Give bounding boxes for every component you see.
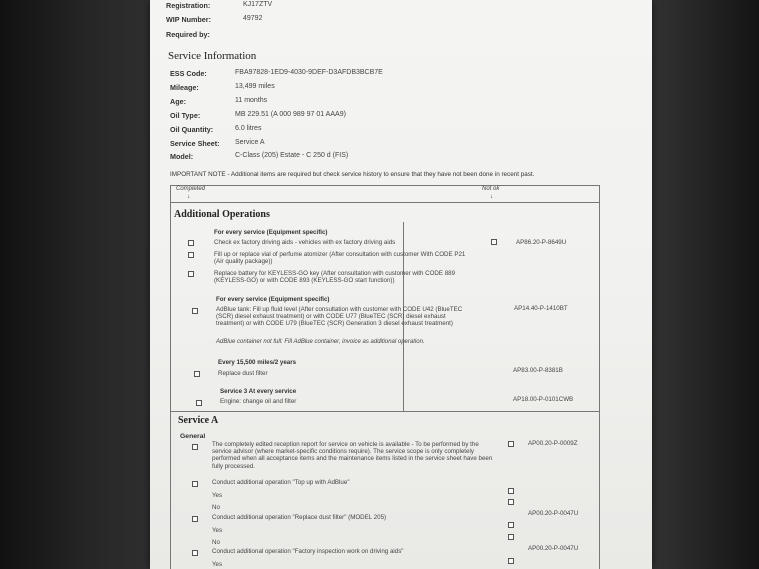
field-value: MB 229.51 (A 000 989 97 01 AAA9) [235, 111, 346, 118]
table-left-border [170, 185, 171, 569]
registration-value: KJ17ZTV [243, 1, 273, 8]
checkbox[interactable] [508, 488, 514, 494]
checkbox[interactable] [508, 558, 514, 564]
field-value: 11 months [235, 97, 268, 104]
checkbox[interactable] [508, 441, 514, 447]
group-title: Every 15,500 miles/2 years [218, 359, 297, 366]
checkbox[interactable] [508, 522, 514, 528]
checkbox[interactable] [188, 240, 194, 246]
table-header-divider [170, 202, 600, 203]
checkbox[interactable] [491, 239, 497, 245]
group-title: For every service (Equipment specific) [216, 296, 330, 303]
operation-code: AP86.20-P-8649U [516, 239, 567, 246]
group-title: For every service (Equipment specific) [214, 229, 328, 236]
answer-yes: Yes [212, 492, 223, 499]
section-divider [170, 411, 600, 412]
checkbox[interactable] [192, 308, 198, 314]
field-label: ESS Code: [170, 69, 207, 78]
background-left [0, 0, 150, 569]
service-information-title: Service Information [168, 50, 257, 62]
additional-operations-title: Additional Operations [174, 209, 270, 220]
operation-code: AP00.20-P-0009Z [528, 440, 578, 447]
operation-code: AP14.40-P-1410BT [514, 305, 568, 312]
answer-no: No [212, 539, 220, 546]
field-label: Model: [170, 152, 194, 161]
checkbox[interactable] [192, 550, 198, 556]
operation-code: AP83.00-P-8381B [513, 367, 563, 374]
operation-code: AP00.20-P-0047U [528, 545, 579, 552]
wip-value: 49792 [243, 15, 263, 22]
field-label: Oil Type: [170, 111, 201, 120]
service-sheet-document [150, 0, 652, 569]
general-subtitle: General [180, 433, 206, 440]
operation-text: Fill up or replace vial of perfume atomizer (After consultation with customer With CODE P21 (Air quality package)) [214, 251, 466, 266]
operation-note: AdBlue container not full: Fill AdBlue container, invoice as additional operation. [216, 339, 425, 345]
operation-text: Conduct additional operation "Replace dust filter" (MODEL 205) [212, 514, 387, 521]
answer-yes: Yes [212, 561, 223, 568]
checkbox[interactable] [192, 444, 198, 450]
field-value: 13,499 miles [235, 83, 275, 90]
completed-header: Completed [176, 186, 206, 192]
required-by-label: Required by: [166, 30, 210, 39]
field-label: Oil Quantity: [170, 125, 214, 134]
operation-text: Check ex factory driving aids - vehicles with ex factory driving aids [214, 239, 396, 246]
operation-text: Replace dust filter [218, 370, 268, 377]
field-label: Service Sheet: [170, 139, 220, 148]
answer-yes: Yes [212, 527, 223, 534]
registration-label: Registration: [166, 1, 211, 10]
answer-no: No [212, 504, 220, 511]
important-note: IMPORTANT NOTE - Additional items are required but check service history to ensure that they have not been done in recent past. [170, 171, 535, 178]
not-ok-header: Not ok [482, 186, 500, 192]
down-arrow-icon: ↓ [490, 194, 493, 200]
operation-text: Conduct additional operation "Top up with AdBlue" [212, 479, 350, 486]
field-value: 6.0 litres [235, 125, 262, 132]
checkbox[interactable] [508, 499, 514, 505]
checkbox[interactable] [188, 252, 194, 258]
checkbox[interactable] [188, 271, 194, 277]
field-label: Mileage: [170, 83, 199, 92]
checkbox[interactable] [508, 534, 514, 540]
background-right [649, 0, 759, 569]
down-arrow-icon: ↓ [187, 194, 190, 200]
checkbox[interactable] [196, 400, 202, 406]
service-a-title: Service A [178, 415, 219, 426]
operation-code: AP18.00-P-0101CWB [513, 396, 574, 403]
operation-text: Replace battery for KEYLESS-GO key (After consultation with customer with CODE 889 (KEYLESS-GO) or with CODE 893 (KEYLESS-GO start function)) [214, 270, 456, 285]
operation-code: AP00.20-P-0047U [528, 510, 579, 517]
wip-label: WIP Number: [166, 15, 211, 24]
operation-text: Engine: change oil and filter [220, 398, 297, 405]
operation-text: AdBlue tank: Fill up fluid level (After consultation with customer with CODE U42 (BlueTEC (SCR) diesel exhaust treatment) or with CODE U77 (BlueTEC (SCR) diesel exhaust treatment) or with CODE U79 (BlueTEC (SCR) Generation 3 diesel exhaust treatment) [216, 306, 463, 328]
checkbox[interactable] [192, 516, 198, 522]
checkbox[interactable] [192, 481, 198, 487]
table-top-border [170, 185, 600, 186]
field-value: Service A [235, 139, 265, 146]
checkbox[interactable] [194, 371, 200, 377]
field-value: C-Class (205) Estate - C 250 d (FIS) [235, 152, 349, 159]
operation-text: The completely edited reception report for service on vehicle is available - To be performed by the service advisor (where market-specific conditions require). The service scope is only completely performed when all acceptance items and the maintenance items listed in the service sheet have been fully processed. [212, 441, 493, 470]
table-right-border [599, 185, 600, 569]
field-value: FBA97828-1ED9-4030-9DEF-D3AFDB3BCB7E [235, 69, 383, 76]
field-label: Age: [170, 97, 186, 106]
operation-text: Conduct additional operation "Factory inspection work on driving aids" [212, 548, 404, 555]
group-title: Service 3 At every service [220, 388, 297, 395]
